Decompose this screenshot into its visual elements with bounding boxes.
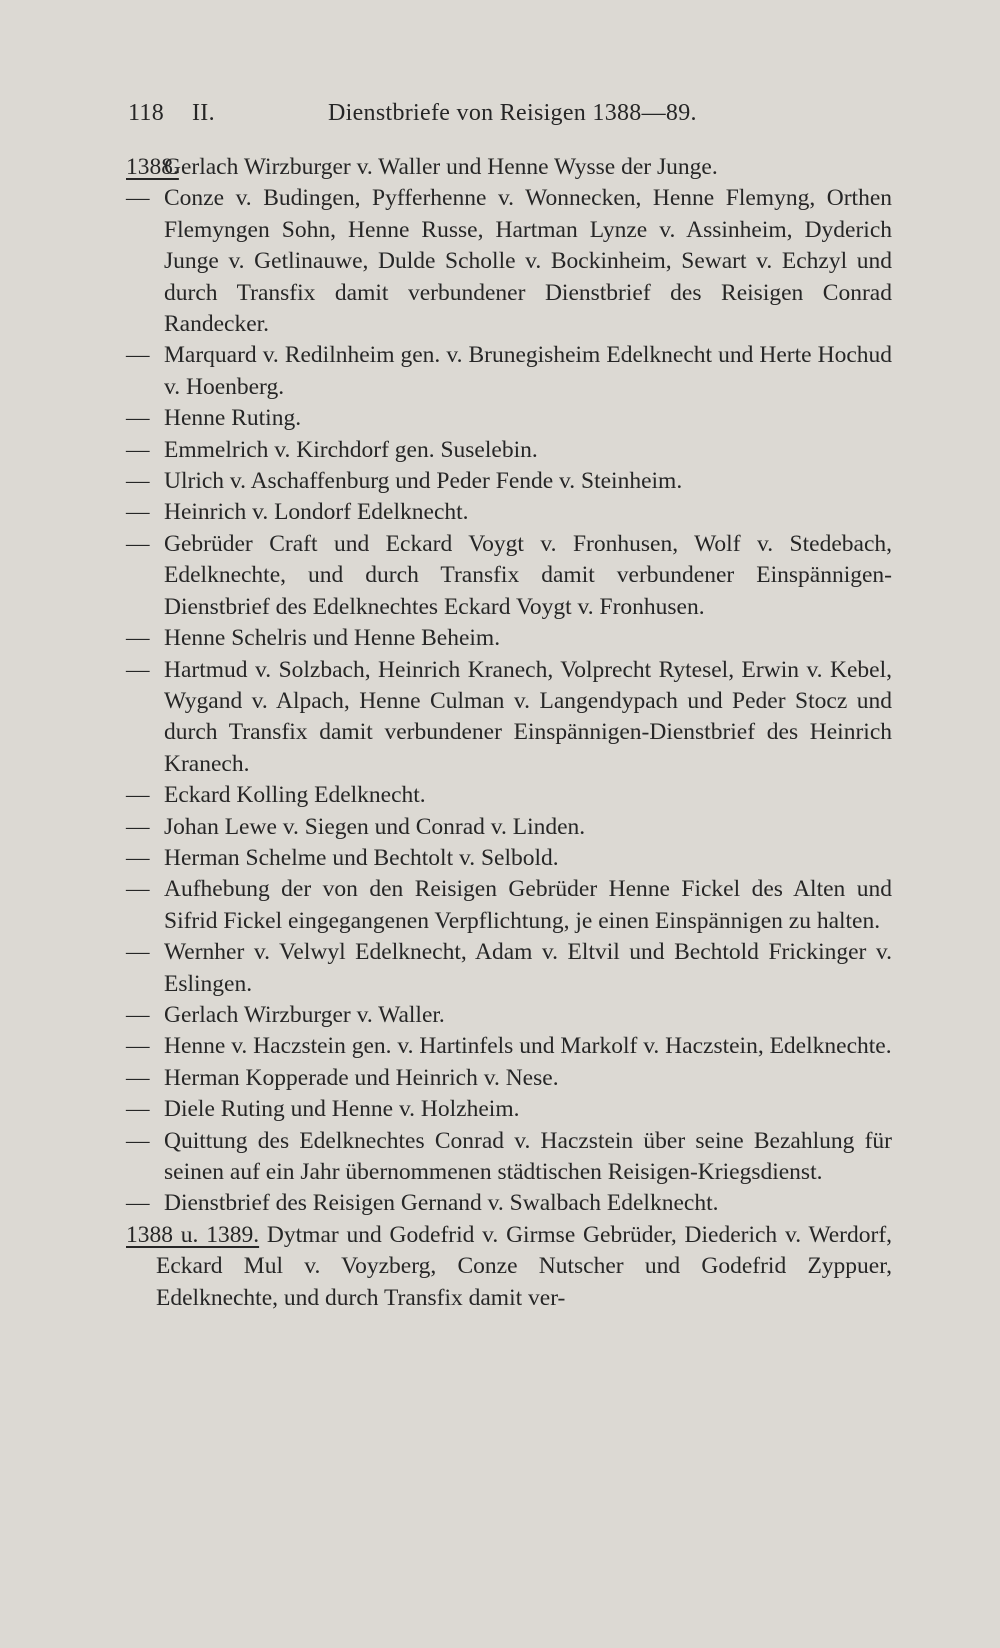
entry-text: Dienstbrief des Reisigen Gernand v. Swalbach Edelknecht. bbox=[164, 1190, 719, 1217]
entry-text: Johan Lewe v. Siegen und Conrad v. Linden. bbox=[164, 813, 586, 840]
entry-dash: — bbox=[126, 1190, 150, 1217]
entry-text: Dytmar und Godefrid v. Girmse Gebrüder, Diederich v. Werdorf, Eckard Mul v. Voyzberg, Conze Nutscher und Godefrid Zyppuer, Edelknechte, und durch Transfix damit ver- bbox=[156, 1221, 893, 1311]
entry bbox=[126, 529, 892, 623]
entry bbox=[126, 780, 892, 811]
entry-dash: — bbox=[126, 530, 150, 557]
entry-dash: — bbox=[126, 656, 150, 683]
entry-date: 1388 u. 1389. bbox=[126, 1221, 260, 1248]
entry-dash: — bbox=[126, 1064, 150, 1091]
entry bbox=[126, 812, 892, 843]
entry-dash: — bbox=[126, 844, 150, 871]
entry-text: Diele Ruting und Henne v. Holzheim. bbox=[164, 1096, 520, 1123]
entry bbox=[126, 435, 892, 466]
entry-dash: — bbox=[126, 1127, 150, 1154]
entry-dash: — bbox=[126, 342, 150, 369]
entry-dash: — bbox=[126, 625, 150, 652]
entry-text: Herman Kopperade und Heinrich v. Nese. bbox=[164, 1064, 559, 1091]
entry bbox=[126, 403, 892, 434]
entry bbox=[126, 1000, 892, 1031]
entry-text: Conze v. Budingen, Pyfferhenne v. Wonnecken, Henne Flemyng, Orthen Flemyngen Sohn, Henne Russe, Hartman Lynze v. Assinheim, Dyderich Junge v. Getlinauwe, Dulde Scholle v. Bockinheim, Sewart v. Echzyl und durch Transfix damit verbundener Dienstbrief des Reisigen Conrad Randecker. bbox=[164, 185, 892, 338]
entry-dash: — bbox=[126, 782, 150, 809]
entry bbox=[126, 1220, 892, 1314]
entry-text: Emmelrich v. Kirchdorf gen. Suselebin. bbox=[164, 436, 538, 463]
entry-text: Gerlach Wirzburger v. Waller. bbox=[164, 1001, 445, 1028]
entry bbox=[126, 1031, 892, 1062]
running-header bbox=[128, 100, 860, 140]
entry-dash: — bbox=[126, 185, 150, 212]
entry bbox=[126, 1126, 892, 1189]
entry bbox=[126, 1094, 892, 1125]
entry-text: Henne Ruting. bbox=[164, 405, 302, 432]
entry-text: Aufhebung der von den Reisigen Gebrüder Henne Fickel des Alten und Sifrid Fickel eingegangenen Verpflichtung, je einen Einspännigen zu halten. bbox=[164, 876, 892, 934]
entry-list bbox=[126, 152, 892, 1314]
entry-text: Herman Schelme und Bechtolt v. Selbold. bbox=[164, 844, 559, 871]
entry bbox=[126, 843, 892, 874]
entry-text: Eckard Kolling Edelknecht. bbox=[164, 782, 426, 809]
entry bbox=[126, 623, 892, 654]
entry-text: Heinrich v. Londorf Edelknecht. bbox=[164, 499, 469, 526]
entry-dash: — bbox=[126, 436, 150, 463]
entry-dash: — bbox=[126, 405, 150, 432]
entry-dash: — bbox=[126, 1001, 150, 1028]
entry-text: Hartmud v. Solzbach, Heinrich Kranech, Volprecht Rytesel, Erwin v. Kebel, Wygand v. Alpach, Henne Culman v. Langendypach und Peder Stocz und durch Transfix damit verbundener Einspännigen-Dienstbrief des Heinrich Kranech. bbox=[164, 656, 892, 777]
entry bbox=[126, 340, 892, 403]
entry-date: 1388. bbox=[126, 154, 179, 180]
entry-dash: — bbox=[126, 939, 150, 966]
page-number: 118 bbox=[128, 100, 165, 126]
entry-text: Gerlach Wirzburger v. Waller und Henne Wysse der Junge. bbox=[164, 154, 718, 180]
entry bbox=[126, 874, 892, 937]
entry-dash: — bbox=[126, 813, 150, 840]
entry-text: Wernher v. Velwyl Edelknecht, Adam v. Eltvil und Bechtold Frickinger v. Eslingen. bbox=[164, 939, 892, 997]
entry-dash: — bbox=[126, 499, 150, 526]
entry bbox=[126, 937, 892, 1000]
section-number: II. bbox=[192, 100, 215, 126]
entry bbox=[126, 183, 892, 340]
entry-dash: — bbox=[126, 468, 150, 495]
entry bbox=[126, 152, 892, 183]
entry bbox=[126, 1188, 892, 1219]
entry-dash: — bbox=[126, 1096, 150, 1123]
entry-text: Ulrich v. Aschaffenburg und Peder Fende v. Steinheim. bbox=[164, 468, 683, 495]
entry-text: Henne v. Haczstein gen. v. Hartinfels und Markolf v. Haczstein, Edelknechte. bbox=[164, 1033, 892, 1060]
entry-text: Marquard v. Redilnheim gen. v. Brunegisheim Edelknecht und Herte Hochud v. Hoenberg. bbox=[164, 342, 892, 400]
entry bbox=[126, 466, 892, 497]
entry bbox=[126, 655, 892, 781]
entry bbox=[126, 497, 892, 528]
entry-text: Henne Schelris und Henne Beheim. bbox=[164, 625, 501, 652]
entry-dash: — bbox=[126, 876, 150, 903]
running-title: Dienstbriefe von Reisigen 1388—89. bbox=[328, 100, 697, 126]
entry-text: Quittung des Edelknechtes Conrad v. Haczstein über seine Bezahlung für seinen auf ein Jahr übernommenen städtischen Reisigen-Kriegsdienst. bbox=[164, 1127, 892, 1185]
entry-dash: — bbox=[126, 1033, 150, 1060]
entry bbox=[126, 1063, 892, 1094]
entry-text: Gebrüder Craft und Eckard Voygt v. Fronhusen, Wolf v. Stedebach, Edelknechte, und durch Transfix damit verbundener Einspännigen-Dienstbrief des Edelknechtes Eckard Voygt v. Fronhusen. bbox=[164, 530, 892, 620]
